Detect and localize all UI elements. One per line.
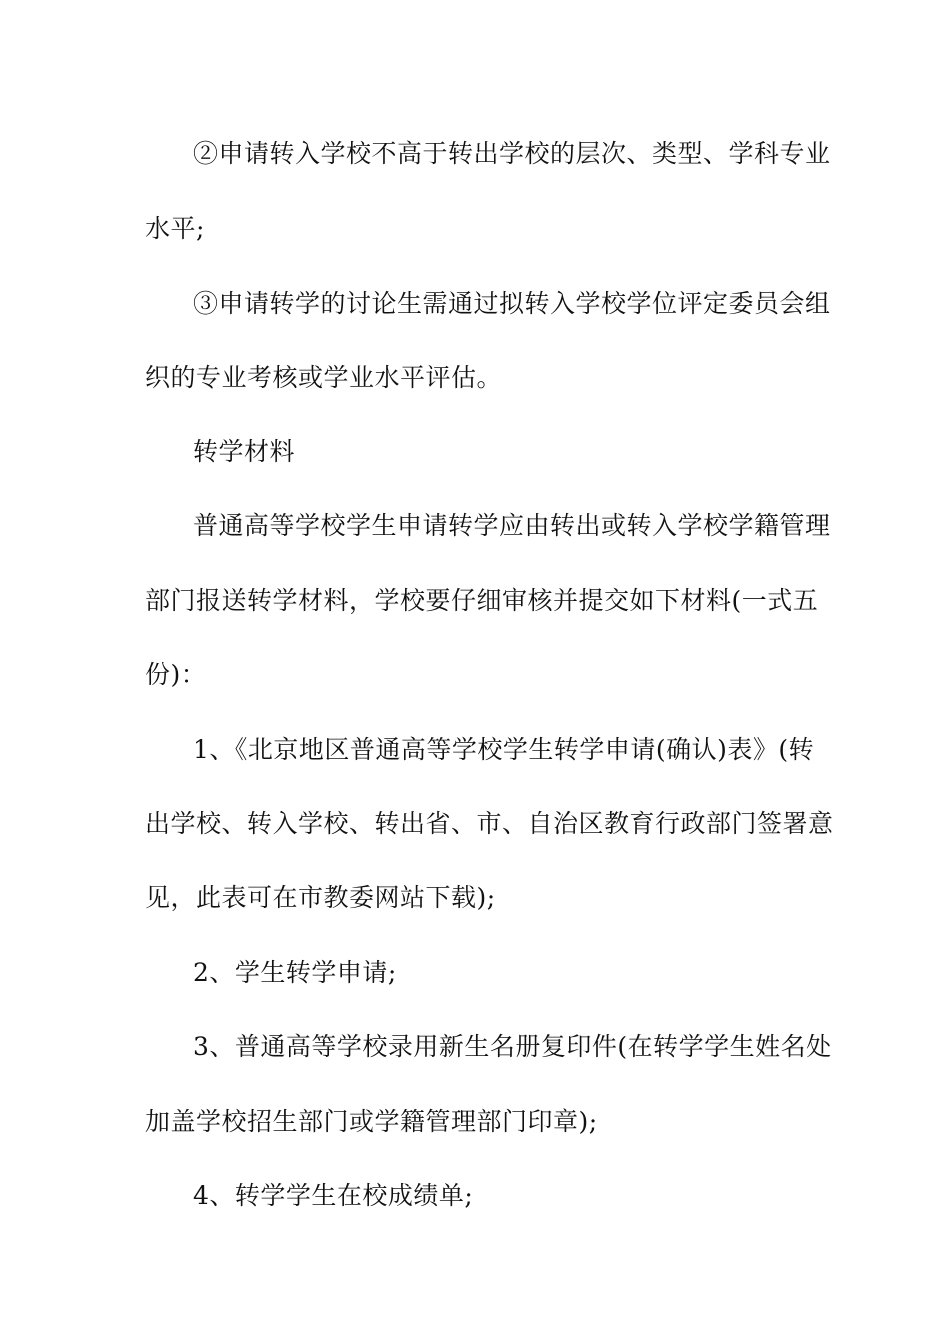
section-heading: 转学材料 — [193, 437, 296, 466]
list-item-line: 加盖学校招生部门或学籍管理部门印章); — [145, 1107, 598, 1136]
paragraph-line: 部门报送转学材料，学校要仔细审核并提交如下材料(一式五 — [145, 586, 819, 615]
list-item-line: 2、学生转学申请; — [193, 958, 397, 987]
list-item-line: 1、《北京地区普通高等学校学生转学申请(确认)表》(转 — [193, 735, 815, 764]
list-item-line: 3、普通高等学校录用新生名册复印件(在转学学生姓名处 — [193, 1032, 832, 1061]
paragraph-line: 水平; — [145, 214, 205, 243]
list-item-line: 出学校、转入学校、转出省、市、自治区教育行政部门签署意 — [145, 809, 834, 838]
list-item-line: 见，此表可在市教委网站下载); — [145, 883, 496, 912]
list-item-line: 4、转学学生在校成绩单; — [193, 1181, 474, 1210]
paragraph-line: 份)： — [145, 660, 207, 689]
paragraph-line: 普通高等学校学生申请转学应由转出或转入学校学籍管理 — [193, 511, 831, 540]
paragraph-line: ②申请转入学校不高于转出学校的层次、类型、学科专业 — [193, 139, 831, 168]
paragraph-line: 织的专业考核或学业水平评估。 — [145, 363, 503, 392]
paragraph-line: ③申请转学的讨论生需通过拟转入学校学位评定委员会组 — [193, 289, 831, 318]
